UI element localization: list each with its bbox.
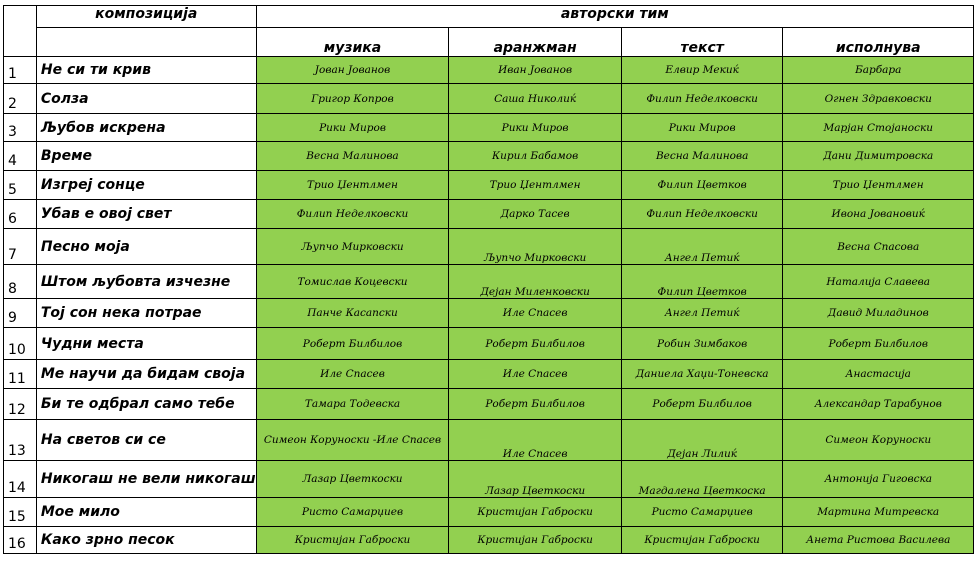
music-cell[interactable]: Иле Спасев — [256, 360, 449, 389]
arrangement-cell[interactable]: Трио Џентлмен — [449, 171, 621, 200]
performer-cell[interactable]: Анастасија — [783, 360, 974, 389]
music-cell[interactable]: Весна Малинова — [256, 142, 449, 171]
performer-cell[interactable]: Дани Димитровска — [783, 142, 974, 171]
arrangement-cell[interactable]: Дејан Миленковски — [449, 265, 621, 299]
table-row — [4, 328, 974, 360]
row-number-cell[interactable]: 1 — [4, 57, 37, 84]
composition-title-cell[interactable]: Не си ти крив — [36, 57, 256, 84]
row-number-cell[interactable]: 8 — [4, 265, 37, 299]
composition-header[interactable]: композиција — [36, 6, 256, 28]
table-row — [4, 57, 974, 84]
music-cell[interactable]: Љупчо Мирковски — [256, 229, 449, 265]
lyrics-cell[interactable]: Весна Малинова — [621, 142, 783, 171]
lyrics-cell[interactable]: Филип Цветков — [621, 171, 783, 200]
row-number-cell[interactable]: 3 — [4, 114, 37, 142]
composition-title-cell[interactable]: Ме научи да бидам своја — [36, 360, 256, 389]
composition-title-cell[interactable]: Како зрно песок — [36, 527, 256, 554]
lyrics-cell[interactable]: Ангел Петиќ — [621, 229, 783, 265]
performer-cell[interactable]: Мартина Митревска — [783, 498, 974, 527]
table-row — [4, 171, 974, 200]
composition-title-cell[interactable]: Штом љубовта изчезне — [36, 265, 256, 299]
performer-cell[interactable]: Барбара — [783, 57, 974, 84]
music-cell[interactable]: Ристо Самарџиев — [256, 498, 449, 527]
table-row — [4, 389, 974, 420]
table-row — [4, 229, 974, 265]
performer-cell[interactable]: Марјан Стојаноски — [783, 114, 974, 142]
table-row — [4, 420, 974, 461]
arrangement-cell[interactable]: Иле Спасев — [449, 299, 621, 328]
column-header-performer[interactable]: исполнува — [783, 28, 974, 57]
table-row — [4, 299, 974, 328]
arrangement-cell[interactable]: Лазар Цветкоски — [449, 461, 621, 498]
performer-cell[interactable]: Давид Миладинов — [783, 299, 974, 328]
row-number-cell[interactable]: 5 — [4, 171, 37, 200]
column-header-music[interactable]: музика — [256, 28, 449, 57]
arrangement-cell[interactable]: Кристијан Габроски — [449, 527, 621, 554]
music-cell[interactable]: Рики Миров — [256, 114, 449, 142]
music-cell[interactable]: Кристијан Габроски — [256, 527, 449, 554]
table-row — [4, 142, 974, 171]
composition-title-cell[interactable]: Солза — [36, 84, 256, 114]
table-row — [4, 498, 974, 527]
lyrics-cell[interactable]: Кристијан Габроски — [621, 527, 783, 554]
header-row-2 — [4, 28, 974, 57]
composition-title-cell[interactable]: Чудни места — [36, 328, 256, 360]
row-number-cell[interactable]: 14 — [4, 461, 37, 498]
lyrics-cell[interactable]: Филип Неделковски — [621, 84, 783, 114]
table-row — [4, 527, 974, 554]
music-cell[interactable]: Трио Џентлмен — [256, 171, 449, 200]
row-number-cell[interactable]: 6 — [4, 200, 37, 229]
row-number-cell[interactable]: 15 — [4, 498, 37, 527]
arrangement-cell[interactable]: Иле Спасев — [449, 360, 621, 389]
row-number-cell[interactable]: 16 — [4, 527, 37, 554]
performer-cell[interactable]: Александар Тарабунов — [783, 389, 974, 420]
composition-title-cell[interactable]: Љубов искрена — [36, 114, 256, 142]
lyrics-cell[interactable]: Ангел Петиќ — [621, 299, 783, 328]
composition-title-cell[interactable]: Никогаш не вели никогаш — [36, 461, 256, 498]
table-row — [4, 114, 974, 142]
lyrics-cell[interactable]: Ристо Самарџиев — [621, 498, 783, 527]
performer-cell[interactable]: Ивона Јовановиќ — [783, 200, 974, 229]
row-number-cell[interactable]: 2 — [4, 84, 37, 114]
composition-header-blank[interactable] — [36, 28, 256, 57]
lyrics-cell[interactable]: Дејан Лилиќ — [621, 420, 783, 461]
row-number-cell[interactable]: 10 — [4, 328, 37, 360]
table-row — [4, 265, 974, 299]
table-row — [4, 200, 974, 229]
arrangement-cell[interactable]: Кирил Бабамов — [449, 142, 621, 171]
performer-cell[interactable]: Огнен Здравковски — [783, 84, 974, 114]
row-number-cell[interactable]: 4 — [4, 142, 37, 171]
header-row-1 — [4, 6, 974, 28]
composition-title-cell[interactable]: Изгреј сонце — [36, 171, 256, 200]
performer-cell[interactable]: Трио Џентлмен — [783, 171, 974, 200]
composition-title-cell[interactable]: На светов си се — [36, 420, 256, 461]
music-cell[interactable]: Лазар Цветкоски — [256, 461, 449, 498]
column-header-lyrics[interactable]: текст — [621, 28, 783, 57]
composition-title-cell[interactable]: Тој сон нека потрае — [36, 299, 256, 328]
music-cell[interactable]: Панче Касапски — [256, 299, 449, 328]
arrangement-cell[interactable]: Дарко Тасев — [449, 200, 621, 229]
lyrics-cell[interactable]: Магдалена Цветкоска — [621, 461, 783, 498]
row-number-cell[interactable]: 12 — [4, 389, 37, 420]
performer-cell[interactable]: Антонија Гиговска — [783, 461, 974, 498]
arrangement-cell[interactable]: Иван Јованов — [449, 57, 621, 84]
music-cell[interactable]: Филип Неделковски — [256, 200, 449, 229]
arrangement-cell[interactable]: Љупчо Мирковски — [449, 229, 621, 265]
lyrics-cell[interactable]: Рики Миров — [621, 114, 783, 142]
composition-title-cell[interactable]: Убав е овој свет — [36, 200, 256, 229]
team-header[interactable]: авторски тим — [256, 6, 973, 28]
row-number-cell[interactable]: 7 — [4, 229, 37, 265]
composition-title-cell[interactable]: Мое мило — [36, 498, 256, 527]
composition-title-cell[interactable]: Би те одбрал само тебе — [36, 389, 256, 420]
lyrics-cell[interactable]: Даниела Хаџи-Тоневска — [621, 360, 783, 389]
performer-cell[interactable]: Роберт Билбилов — [783, 328, 974, 360]
music-cell[interactable]: Григор Копров — [256, 84, 449, 114]
music-cell[interactable]: Јован Јованов — [256, 57, 449, 84]
lyrics-cell[interactable]: Робин Зимбаков — [621, 328, 783, 360]
composition-title-cell[interactable]: Песно моја — [36, 229, 256, 265]
table-row — [4, 360, 974, 389]
lyrics-cell[interactable]: Роберт Билбилов — [621, 389, 783, 420]
arrangement-cell[interactable]: Роберт Билбилов — [449, 389, 621, 420]
lyrics-cell[interactable]: Филип Неделковски — [621, 200, 783, 229]
music-cell[interactable]: Томислав Коцевски — [256, 265, 449, 299]
lyrics-cell[interactable]: Елвир Мекиќ — [621, 57, 783, 84]
row-number-cell[interactable]: 11 — [4, 360, 37, 389]
lyrics-cell[interactable]: Филип Цветков — [621, 265, 783, 299]
row-number-cell[interactable]: 9 — [4, 299, 37, 328]
arrangement-cell[interactable]: Кристијан Габроски — [449, 498, 621, 527]
composition-title-cell[interactable]: Време — [36, 142, 256, 171]
performer-cell[interactable]: Наталија Славева — [783, 265, 974, 299]
music-cell[interactable]: Симеон Коруноски -Иле Спасев — [256, 420, 449, 461]
corner-cell[interactable] — [4, 6, 37, 57]
arrangement-cell[interactable]: Саша Николиќ — [449, 84, 621, 114]
column-header-arrangement[interactable]: аранжман — [449, 28, 621, 57]
arrangement-cell[interactable]: Рики Миров — [449, 114, 621, 142]
performer-cell[interactable]: Анета Ристова Василева — [783, 527, 974, 554]
row-number-cell[interactable]: 13 — [4, 420, 37, 461]
table-row — [4, 84, 974, 114]
songs-table — [3, 5, 974, 554]
performer-cell[interactable]: Весна Спасова — [783, 229, 974, 265]
arrangement-cell[interactable]: Роберт Билбилов — [449, 328, 621, 360]
performer-cell[interactable]: Симеон Коруноски — [783, 420, 974, 461]
music-cell[interactable]: Роберт Билбилов — [256, 328, 449, 360]
music-cell[interactable]: Тамара Тодевска — [256, 389, 449, 420]
table-row — [4, 461, 974, 498]
arrangement-cell[interactable]: Иле Спасев — [449, 420, 621, 461]
